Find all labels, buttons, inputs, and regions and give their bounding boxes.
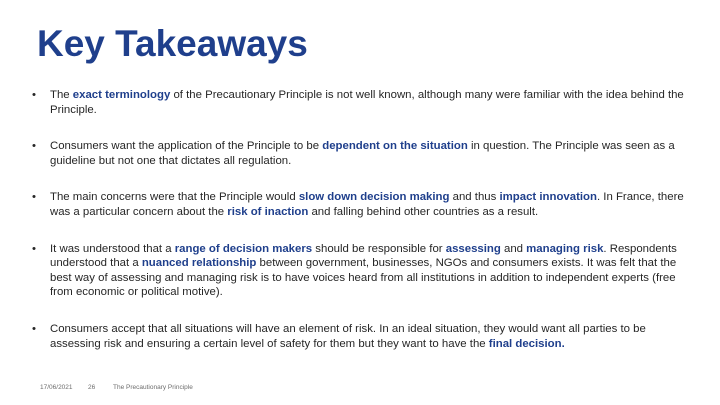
bullet-highlight: nuanced relationship <box>141 257 257 270</box>
bullet-highlight: managing risk <box>526 242 604 255</box>
bullet-item <box>32 242 697 300</box>
bullet-text <box>50 140 675 167</box>
bullet-highlight: slow down decision making <box>298 191 450 204</box>
bullet-highlight: dependent on the situation <box>322 140 468 153</box>
bullet-segment: The main concerns were that the Principle would <box>50 191 299 204</box>
bullet-icon: • <box>32 242 36 255</box>
bullet-segment: and thus <box>449 191 500 204</box>
bullet-segment: between government, businesses, NGOs and consumers exists. It was felt that the best way of assessing and managing risk is to have voices heard from all institutions in addition to independent experts (free from economic or political motive). <box>50 257 677 299</box>
bullet-segment: . In France, there was a particular concern about the <box>50 191 684 218</box>
bullet-segment: Consumers want the application of the Principle to be <box>50 140 323 153</box>
bullet-text <box>50 191 684 218</box>
bullet-highlight: range of decision makers <box>174 242 313 255</box>
bullet-segment: of the Precautionary Principle is not well known, although many were familiar with the idea behind the Principle. <box>50 89 684 116</box>
bullet-highlight: impact innovation <box>499 191 597 204</box>
bullet-icon: • <box>32 322 36 335</box>
bullet-text <box>50 243 677 299</box>
bullet-highlight: risk of inaction <box>227 205 309 218</box>
bullet-list <box>32 88 697 351</box>
slide-title: Key Takeaways <box>37 23 308 64</box>
page-number: 26 <box>88 384 96 391</box>
bullet-item <box>32 88 697 117</box>
bullet-segment: . Respondents understood that a <box>50 242 677 270</box>
bullet-item <box>32 322 697 351</box>
bullet-text <box>50 89 684 116</box>
footer-date: 17/06/2021 <box>40 384 73 391</box>
bullet-icon: • <box>32 191 36 204</box>
bullet-highlight: final decision. <box>488 337 565 350</box>
bullet-highlight: assessing <box>445 242 501 255</box>
footer-title: The Precautionary Principle <box>113 384 193 391</box>
bullet-segment: should be responsible for <box>312 242 446 255</box>
bullet-text <box>50 323 646 350</box>
bullet-segment: in question. The Principle was seen as a guideline but not one that dictates all regulation. <box>50 140 675 167</box>
bullet-item <box>32 190 697 219</box>
bullet-item <box>32 139 697 168</box>
bullet-icon: • <box>32 140 36 153</box>
bullet-segment: and falling behind other countries as a result. <box>308 205 539 218</box>
bullet-icon: • <box>32 89 36 101</box>
bullet-segment: Consumers accept that all situations will have an element of risk. In an ideal situation, they would want all parties to be assessing risk and ensuring a certain level of safety for them but they want to have the <box>50 322 646 350</box>
bullet-segment: and <box>500 242 527 255</box>
bullet-segment: The <box>50 89 73 101</box>
bullet-segment: It was understood that a <box>50 242 175 255</box>
bullet-highlight: exact terminology <box>72 89 171 101</box>
